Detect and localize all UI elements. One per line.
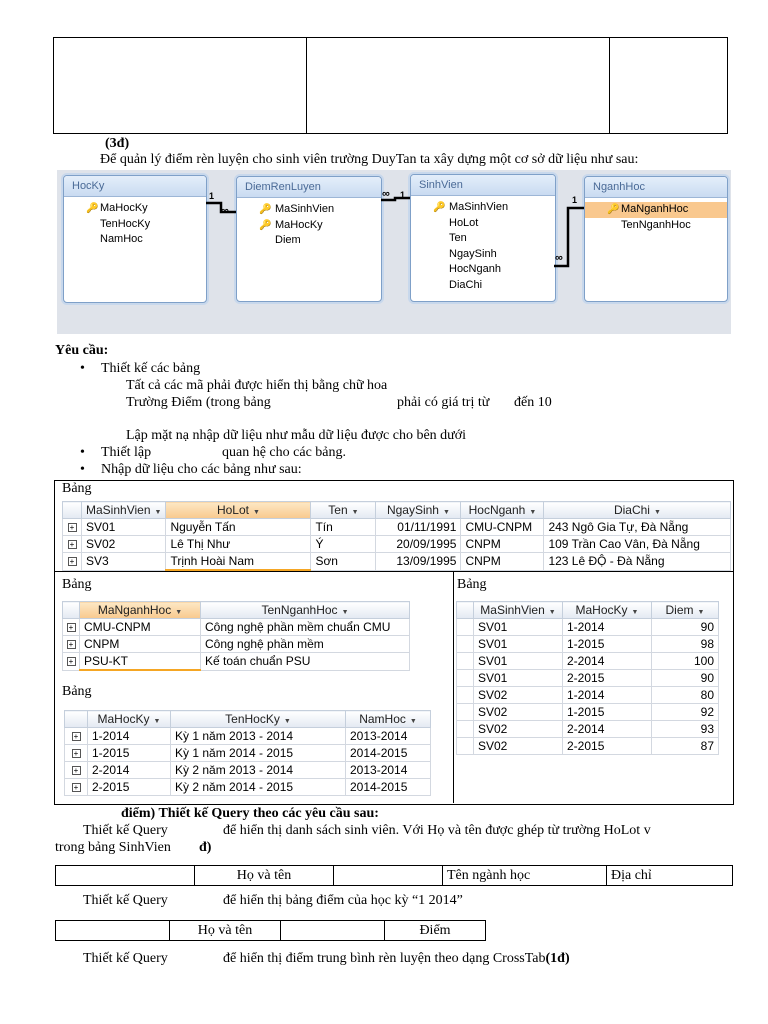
table-label-hocky: Bảng [62,684,92,699]
col-header[interactable]: MaSinhVien ▼ [474,602,563,619]
col-header[interactable]: HocNganh ▼ [461,502,544,519]
field-item: Diem [275,234,301,246]
dropdown-arrow-icon: ▼ [283,718,291,725]
key-icon: 🔑 [259,219,272,231]
query-1-a: Thiết kế Query [83,823,168,838]
dropdown-arrow-icon: ▼ [442,509,450,516]
rel-one-label: 1 [572,195,578,205]
expand-icon: + [68,523,77,532]
req-bullet-2a: Thiết lập [101,445,152,460]
relationship-diagram [57,170,731,334]
dropdown-arrow-icon: ▼ [341,609,349,616]
table-row[interactable]: + 1-2015 Kỳ 1 năm 2014 - 2015 2014-2015 [65,745,431,762]
table-row[interactable]: + SV02 Lê Thị Như Ý 20/09/1995 CNPM 109 Trần Cao Vân, Đà Nẵng [63,536,731,553]
corner-cell [65,711,88,728]
marks-label: (3đ) [105,136,130,151]
dropdown-arrow-icon: ▼ [252,509,260,516]
corner-cell [63,602,80,619]
col-header[interactable]: TenHocKy ▼ [171,711,346,728]
output-cell [56,921,170,941]
field-item: 🔑 MaHocKy [237,218,381,234]
col-header[interactable]: DiaChi ▼ [544,502,731,519]
bullet-dot: • [80,445,85,460]
req-bullet-1: Thiết kế các bảng [101,361,201,376]
col-header[interactable]: TenNganhHoc ▼ [201,602,410,619]
output-cell: Địa chỉ [607,866,733,886]
bullet-dot: • [80,361,85,376]
corner-cell [63,502,82,519]
req-bullet-3: Nhập dữ liệu cho các bảng như sau: [101,462,302,477]
rel-many-label: ∞ [221,205,229,217]
col-header[interactable]: Ten ▼ [311,502,376,519]
field-item: 🔑 MaHocKy [64,201,206,217]
query-1-b: để hiển thị danh sách sinh viên. Với Họ và tên được ghép từ trường HoLot v [223,823,651,838]
field-item: NgaySinh [449,247,497,260]
table-row[interactable]: SV01 2-2014 100 [457,653,719,670]
query-2-output-table [55,920,486,941]
expand-icon: + [67,623,76,632]
key-icon: 🔑 [259,204,272,215]
table-label-sinhvien: Bảng [62,481,92,496]
corner-cell [457,602,474,619]
table-row[interactable]: SV01 1-2015 98 [457,636,719,653]
col-header[interactable]: HoLot ▼ [166,502,311,519]
expand-icon: + [72,749,81,758]
table-row[interactable]: + SV3 Trịnh Hoài Nam Sơn 13/09/1995 CNPM 123 Lê ĐỘ - Đà Nẵng [63,553,731,571]
output-cell: Họ và tên [195,866,334,886]
intro-text: Để quản lý điểm rèn luyện cho sinh viên trường DuyTan ta xây dựng một cơ sở dữ liệu như sau: [100,152,639,167]
top-empty-table [53,37,728,134]
table-row[interactable]: + 1-2014 Kỳ 1 năm 2013 - 2014 2013-2014 [65,728,431,745]
expand-icon: + [67,657,76,666]
table-title: HocKy [64,176,206,197]
table-row[interactable]: + 2-2015 Kỳ 2 năm 2014 - 2015 2014-2015 [65,779,431,796]
output-cell [281,921,385,941]
req-sub-1: Tất cả các mã phải được hiển thị bằng chữ hoa [126,378,388,393]
expand-icon: + [68,540,77,549]
requirements-heading: Yêu cầu: [55,343,109,358]
field-item: NamHoc [100,233,143,245]
col-header[interactable]: MaHocKy ▼ [88,711,171,728]
rel-many-label: ∞ [382,188,390,200]
query-1-c: trong bảng SinhVien [55,840,171,855]
nganhhoc-datasheet [62,601,410,671]
req-sub-2b: phải có giá trị từ [397,395,490,410]
query-2-a: Thiết kế Query [83,893,168,908]
query-1-output-table [55,865,733,886]
key-icon: 🔑 [86,203,99,214]
table-row[interactable]: + PSU-KT Kế toán chuẩn PSU [63,653,410,671]
bullet-dot: • [80,462,85,477]
field-item: DiaChi [449,278,483,291]
req-sub-2c: đến 10 [514,395,552,410]
hocky-datasheet [64,710,431,796]
dropdown-arrow-icon: ▼ [653,509,661,516]
output-cell: Điểm [385,921,486,941]
expand-icon: + [72,766,81,775]
field-item: TenNganhHoc [621,218,691,231]
table-title: SinhVien [411,175,555,196]
sinhvien-datasheet [62,501,731,571]
output-cell: Họ và tên [170,921,281,941]
table-row[interactable]: SV01 1-2014 90 [457,619,719,636]
expand-icon: + [72,783,81,792]
table-row[interactable]: SV02 2-2014 93 [457,721,719,738]
expand-icon: + [68,557,77,566]
rel-one-label: 1 [209,191,215,201]
query-1-d: đ) [199,840,212,855]
req-sub-2a: Trường Điểm (trong bảng [126,395,271,410]
dropdown-arrow-icon: ▼ [175,609,183,616]
col-header[interactable]: MaHocKy ▼ [563,602,652,619]
divider-line [54,571,733,572]
dropdown-arrow-icon: ▼ [548,609,556,616]
table-label-diem: Bảng [457,577,487,592]
top-cell [610,38,728,134]
table-row[interactable]: SV02 1-2014 80 [457,687,719,704]
table-row[interactable]: + SV01 Nguyễn Tấn Tín 01/11/1991 CMU-CNPM 243 Ngô Gia Tự, Đà Nẵng [63,519,731,536]
query-heading: điểm) Thiết kế Query theo các yêu cầu sau: [121,806,379,821]
query-3-b: để hiển thị điểm trung bình rèn luyện theo dạng CrossTab(1đ) [223,951,570,966]
output-cell [56,866,195,886]
col-header[interactable]: MaSinhVien ▼ [82,502,166,519]
dropdown-arrow-icon: ▼ [529,509,537,516]
col-header[interactable]: NamHoc ▼ [346,711,431,728]
col-header[interactable]: Diem ▼ [652,602,719,619]
dropdown-arrow-icon: ▼ [409,718,417,725]
top-cell [307,38,610,134]
query-2-b: để hiển thị bảng điểm của học kỳ “1 2014” [223,893,463,908]
table-title: DiemRenLuyen [237,177,381,198]
table-row[interactable]: + CNPM Công nghệ phần mềm [63,636,410,653]
col-header[interactable]: MaNganhHoc ▼ [80,602,201,619]
expand-icon: + [67,640,76,649]
output-cell: Tên ngành học [443,866,607,886]
table-row[interactable]: SV02 2-2015 87 [457,738,719,755]
dropdown-arrow-icon: ▼ [351,509,359,516]
field-item: HoLot [449,216,479,229]
output-cell [334,866,443,886]
table-row[interactable]: + CMU-CNPM Công nghệ phần mềm chuẩn CMU [63,619,410,636]
expand-icon: + [72,732,81,741]
top-cell [54,38,307,134]
col-header[interactable]: NgaySinh ▼ [376,502,461,519]
field-item: 🔑 MaSinhVien [237,202,381,218]
field-item: Ten [449,232,467,244]
table-row[interactable]: + 2-2014 Kỳ 2 năm 2013 - 2014 2013-2014 [65,762,431,779]
diem-datasheet [456,601,719,755]
field-item: 🔑 MaSinhVien [411,200,555,216]
dropdown-arrow-icon: ▼ [153,718,161,725]
field-item-selected: 🔑 MaNganhHoc [585,202,727,218]
table-row[interactable]: SV02 1-2015 92 [457,704,719,721]
key-icon: 🔑 [433,202,446,213]
relationship-lines [57,170,731,334]
table-title: NganhHoc [585,177,727,198]
query-3-a: Thiết kế Query [83,951,168,966]
field-item: HocNganh [449,263,501,275]
rel-one-label: 1 [400,190,406,200]
divider-line [453,571,454,803]
table-label-nganhhoc: Bảng [62,577,92,592]
dropdown-arrow-icon: ▼ [631,609,639,616]
field-item: TenHocKy [100,217,151,230]
dropdown-arrow-icon: ▼ [697,609,705,616]
req-sub-3: Lập mặt nạ nhập dữ liệu như mẫu dữ liệu được cho bên dưới [126,428,467,443]
req-bullet-2b: quan hệ cho các bảng. [222,445,346,460]
key-icon: 🔑 [607,204,620,215]
table-row[interactable]: SV01 2-2015 90 [457,670,719,687]
dropdown-arrow-icon: ▼ [154,509,162,516]
rel-many-label: ∞ [555,252,563,264]
